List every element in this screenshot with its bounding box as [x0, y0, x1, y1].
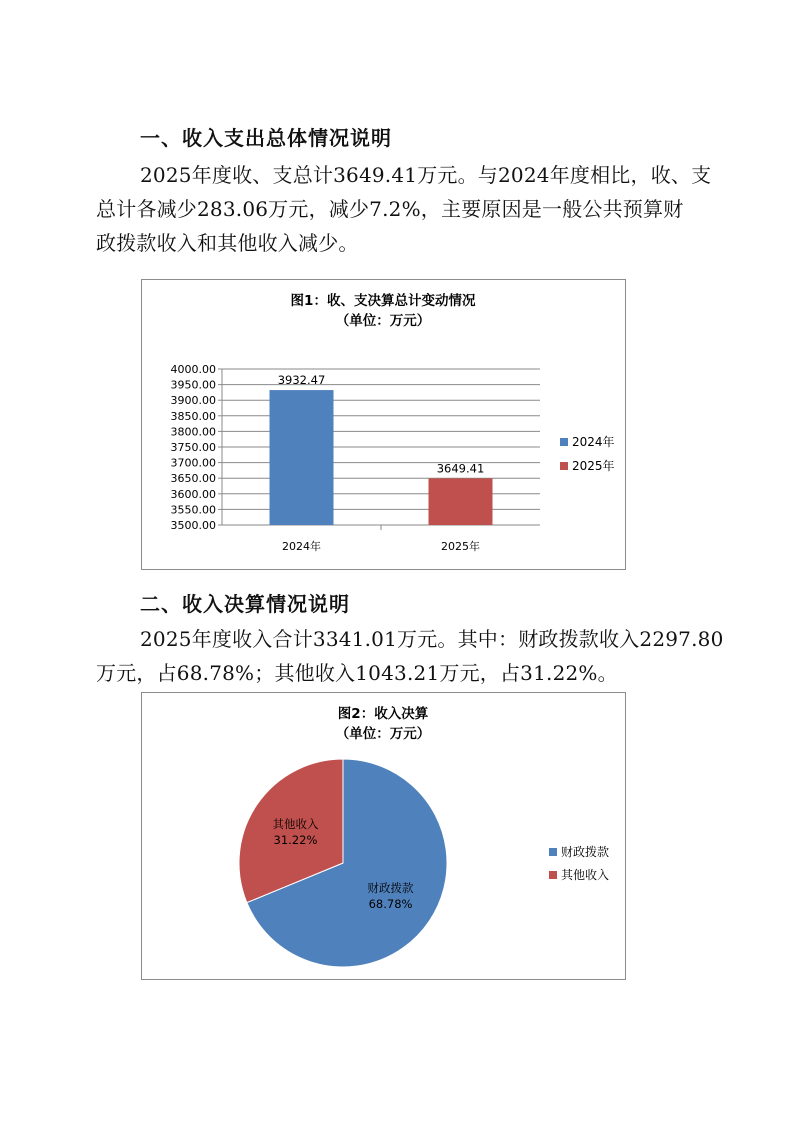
section1-paragraph: [96, 158, 711, 260]
bar-chart-title: 图1：收、支决算总计变动情况: [290, 293, 476, 309]
bar-1: [270, 390, 334, 525]
bar-y-tick-label: 3800.00: [170, 425, 216, 439]
bar-y-tick-label: 3500.00: [170, 519, 216, 532]
section2-line-1: 2025年度收入合计3341.01万元。其中：财政拨款收入2297.80: [140, 627, 724, 651]
bar-legend-swatch: [560, 462, 568, 470]
section1-line-1: 2025年度收、支总计3649.41万元。与2024年度相比，收、支: [140, 163, 712, 187]
bar-y-tick-label: 3900.00: [170, 394, 216, 408]
section1-heading: 一、收入支出总体情况说明: [140, 126, 392, 150]
bar-legend-swatch: [560, 438, 568, 446]
pie-slice-name-label: 财政拨款: [367, 880, 414, 895]
bar-2: [429, 478, 493, 525]
section2-line-2: 万元，占68.78%；其他收入1043.21万元，占31.22%。: [96, 661, 618, 685]
section1-line-2: 总计各减少283.06万元，减少7.2%，主要原因是一般公共预算财: [96, 197, 684, 221]
bar-chart-svg: [142, 280, 625, 569]
pie-chart-svg: [142, 693, 625, 979]
pie-legend-label: 财政拨款: [561, 845, 610, 859]
section2-paragraph: [96, 622, 724, 690]
bar-x-tick-label: 2024年: [282, 540, 321, 553]
bar-x-tick-label: 2025年: [441, 540, 480, 553]
bar-y-tick-label: 3950.00: [170, 378, 216, 392]
pie-chart: [141, 692, 626, 980]
bar-legend-label: 2024年: [572, 435, 615, 449]
bar-data-label: 3649.41: [436, 461, 485, 476]
bar-y-tick-label: 3850.00: [170, 409, 216, 423]
bar-legend-label: 2025年: [572, 459, 615, 473]
pie-legend-swatch: [549, 848, 557, 856]
bar-y-tick-label: 3700.00: [170, 456, 216, 470]
bar-y-tick-label: 3600.00: [170, 487, 216, 501]
pie-chart-subtitle: （单位：万元）: [335, 726, 431, 742]
pie-slice-percent-label: 31.22%: [273, 833, 318, 848]
pie-slice-name-label: 其他收入: [272, 817, 319, 832]
bar-y-tick-label: 3550.00: [170, 503, 216, 517]
bar-chart: [141, 279, 626, 570]
bar-y-tick-label: 3750.00: [170, 441, 216, 454]
bar-chart-subtitle: （单位：万元）: [335, 313, 431, 329]
bar-data-label: 3932.47: [277, 373, 326, 388]
pie-legend-swatch: [549, 871, 557, 879]
pie-slice-percent-label: 68.78%: [368, 896, 413, 911]
bar-y-tick-label: 4000.00: [170, 363, 216, 376]
section1-line-3: 政拨款收入和其他收入减少。: [96, 231, 359, 255]
pie-chart-title: 图2：收入决算: [337, 706, 429, 722]
bar-y-tick-label: 3650.00: [170, 472, 216, 486]
pie-legend-label: 其他收入: [561, 868, 610, 882]
section2-heading: 二、收入决算情况说明: [140, 592, 350, 616]
